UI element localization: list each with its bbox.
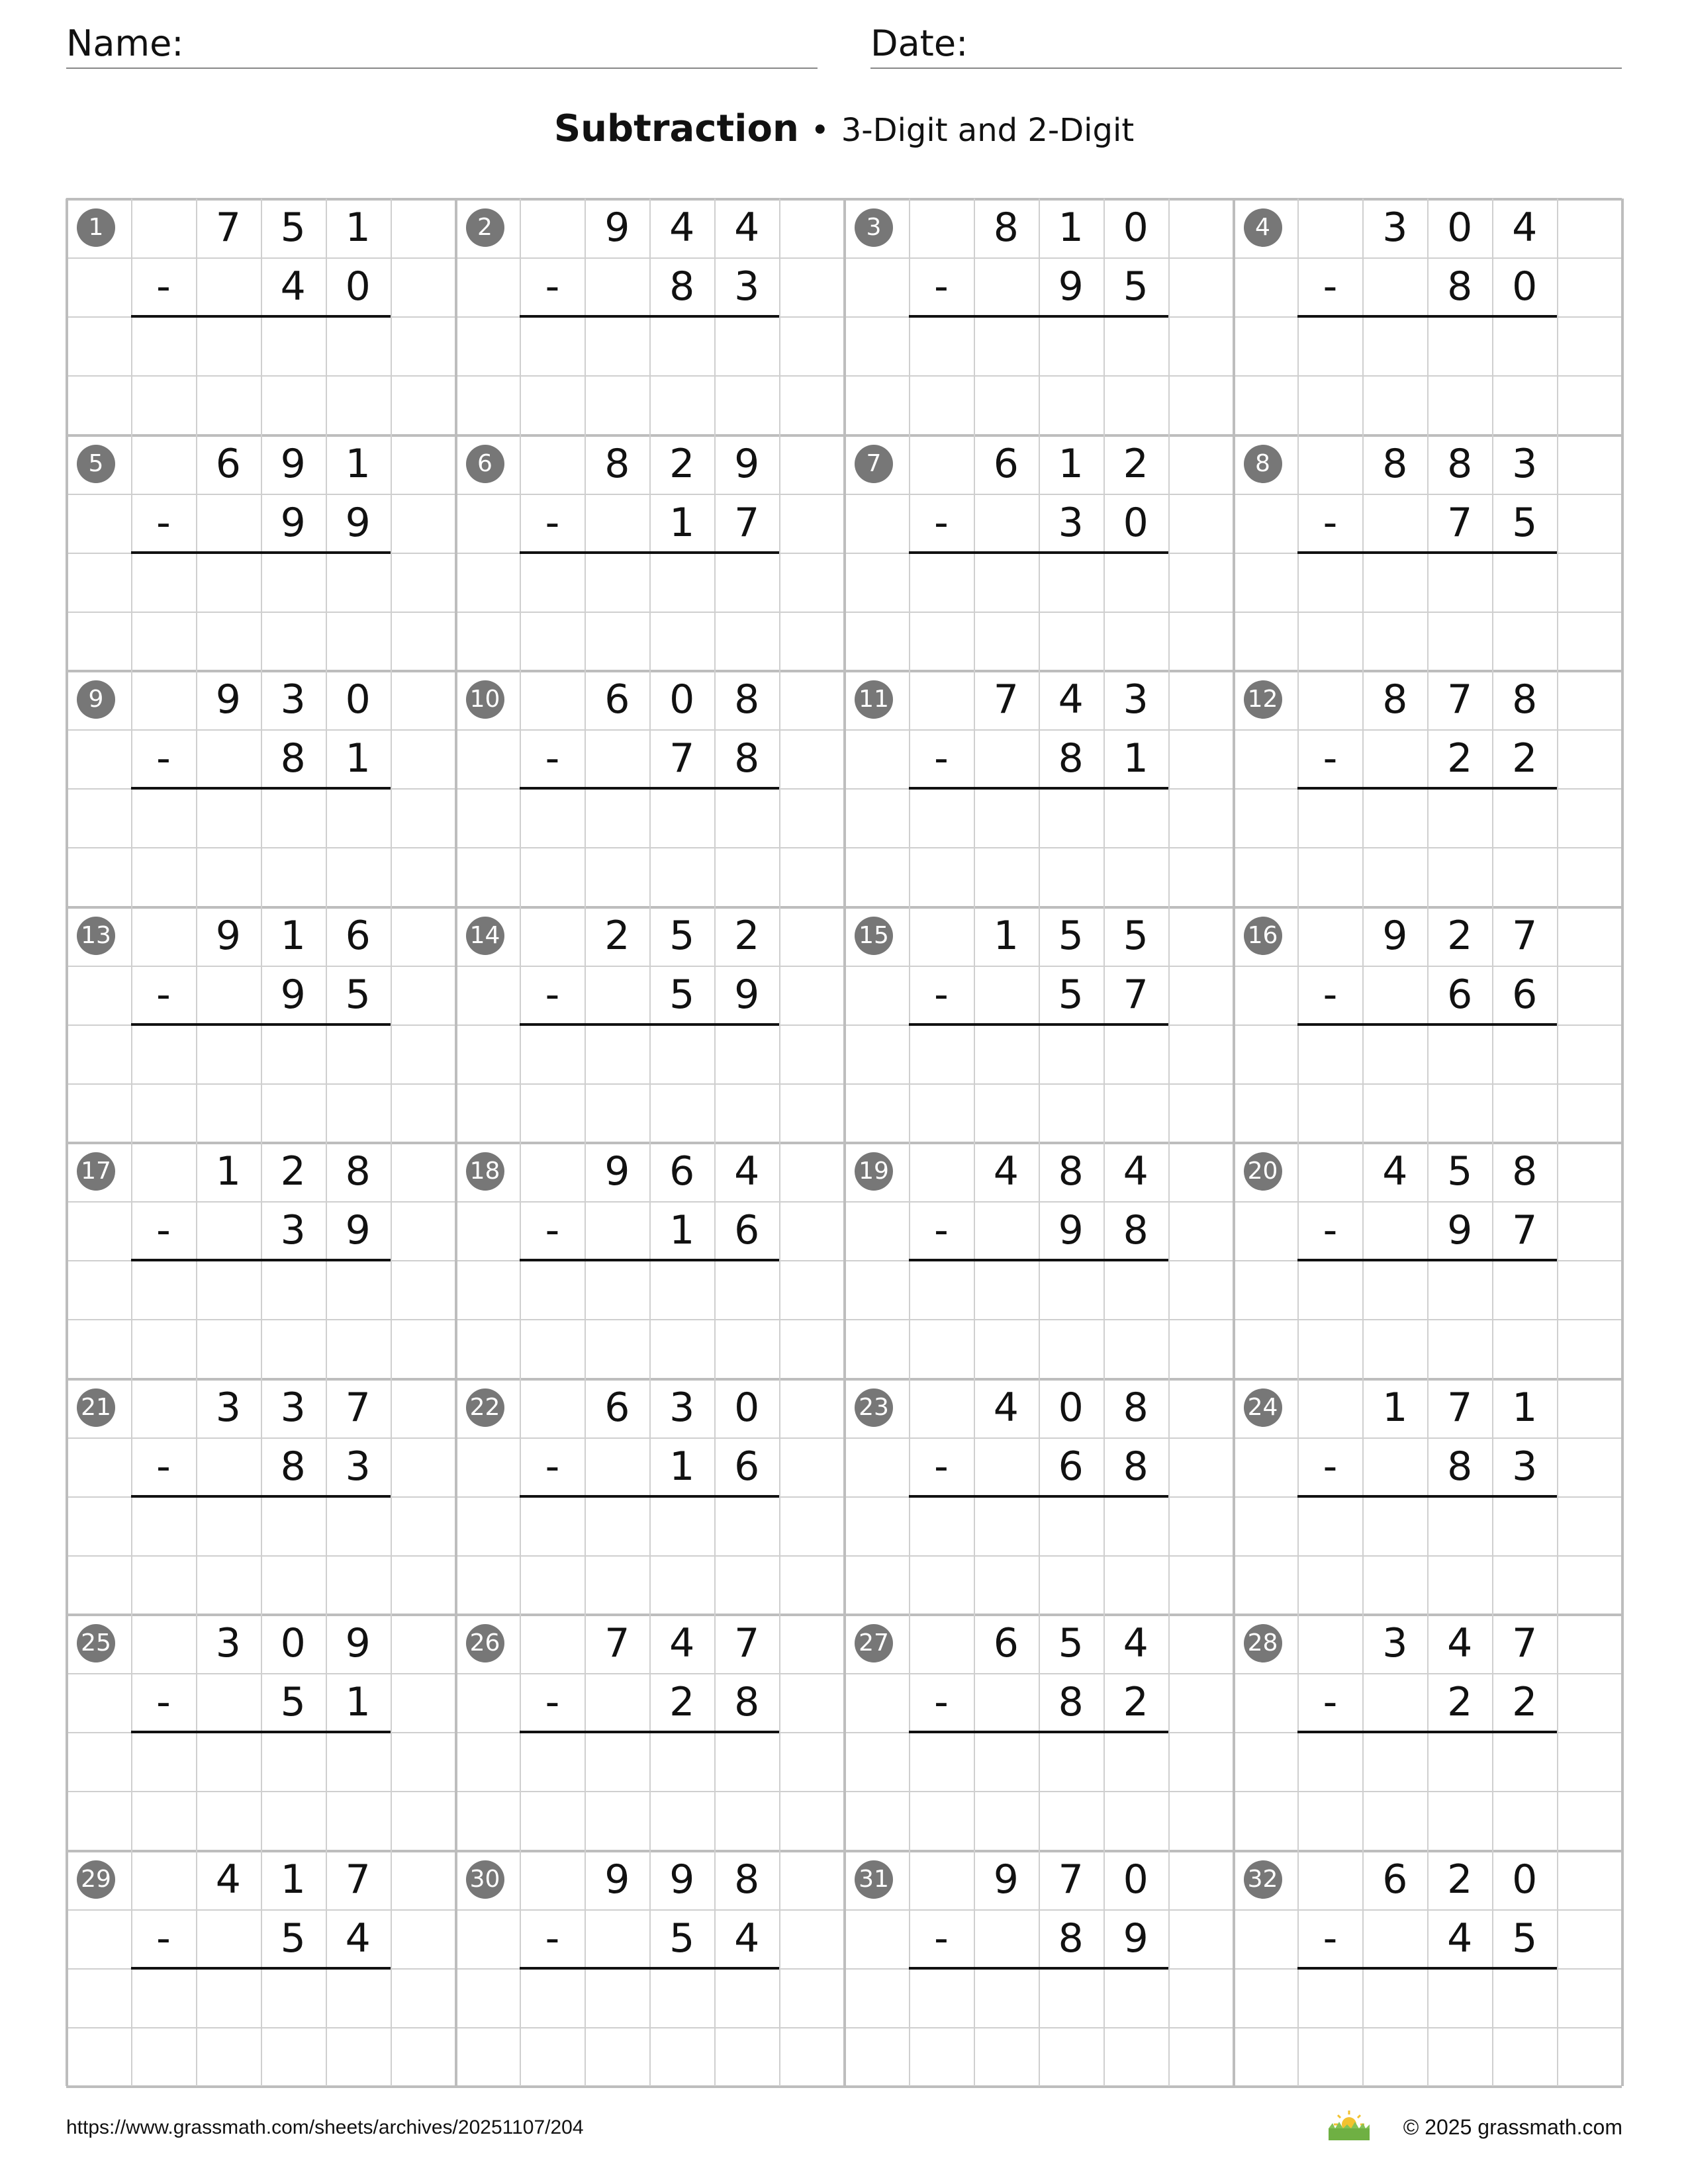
problem-number-badge: 8 (1244, 445, 1282, 483)
subtrahend-digit: 4 (280, 263, 306, 310)
subtrahend-digit: 5 (669, 1915, 695, 1962)
minuend-digit: 4 (669, 205, 695, 251)
minuend-digit: 9 (734, 440, 760, 487)
minuend-digit: 8 (1447, 440, 1473, 487)
subtrahend-digit: 5 (1123, 263, 1149, 310)
subtrahend-digit: 7 (734, 499, 760, 546)
grid-line-vertical (66, 199, 68, 2086)
minus-sign: - (545, 971, 560, 1018)
problem-grid (66, 199, 1622, 2086)
answer-area[interactable] (520, 788, 779, 906)
minus-sign: - (1323, 1443, 1338, 1490)
minus-sign: - (1323, 1915, 1338, 1962)
minus-sign: - (545, 1679, 560, 1726)
minus-sign: - (156, 1207, 171, 1254)
minuend-digit: 4 (993, 1384, 1019, 1431)
subtrahend-digit: 4 (1447, 1915, 1473, 1962)
title-separator: • (810, 112, 829, 149)
minus-sign: - (1323, 499, 1338, 546)
problem-number-badge: 23 (855, 1388, 893, 1427)
minuend-digit: 9 (345, 1620, 371, 1666)
minuend-digit: 9 (604, 205, 630, 251)
minuend-digit: 3 (215, 1384, 241, 1431)
grid-line-vertical (1233, 199, 1235, 2086)
minuend-digit: 3 (1512, 440, 1538, 487)
subtrahend-digit: 4 (734, 1915, 760, 1962)
subtrahend-digit: 6 (1447, 971, 1473, 1018)
minus-sign: - (156, 263, 171, 310)
minuend-digit: 5 (280, 205, 306, 251)
minuend-digit: 3 (280, 1384, 306, 1431)
minuend-digit: 4 (1123, 1148, 1149, 1195)
minuend-digit: 3 (280, 676, 306, 723)
minus-sign: - (934, 1915, 949, 1962)
minuend-digit: 0 (669, 676, 695, 723)
minus-sign: - (934, 735, 949, 782)
minuend-digit: 8 (1382, 676, 1408, 723)
minuend-digit: 2 (669, 440, 695, 487)
minuend-digit: 9 (1382, 912, 1408, 959)
date-label: Date: (870, 23, 968, 64)
minuend-digit: 6 (993, 440, 1019, 487)
answer-area[interactable] (131, 1496, 391, 1614)
subtrahend-digit: 0 (345, 263, 371, 310)
problem-number-badge: 29 (77, 1860, 115, 1899)
minuend-digit: 7 (1447, 1384, 1473, 1431)
answer-area[interactable] (1297, 1260, 1557, 1378)
problem-number-badge: 30 (466, 1860, 504, 1899)
subtrahend-digit: 7 (669, 735, 695, 782)
minus-sign: - (934, 1679, 949, 1726)
minuend-digit: 8 (1512, 1148, 1538, 1195)
grid-line-vertical (1168, 199, 1170, 2086)
title-main: Subtraction (553, 107, 799, 150)
title-subtitle: 3-Digit and 2-Digit (841, 112, 1135, 149)
subtrahend-digit: 8 (1058, 1915, 1084, 1962)
minuend-digit: 0 (345, 676, 371, 723)
minuend-digit: 6 (345, 912, 371, 959)
minuend-digit: 1 (280, 912, 306, 959)
minuend-digit: 7 (993, 676, 1019, 723)
minuend-digit: 4 (734, 1148, 760, 1195)
subtrahend-digit: 8 (734, 1679, 760, 1726)
minuend-digit: 1 (1512, 1384, 1538, 1431)
minus-sign: - (1323, 1679, 1338, 1726)
answer-area[interactable] (520, 316, 779, 434)
minuend-digit: 7 (215, 205, 241, 251)
answer-area[interactable] (909, 1968, 1168, 2086)
minuend-digit: 3 (1382, 205, 1408, 251)
problem-number-badge: 16 (1244, 917, 1282, 955)
answer-area[interactable] (909, 788, 1168, 906)
minuend-digit: 9 (280, 440, 306, 487)
subtrahend-digit: 5 (280, 1915, 306, 1962)
minuend-digit: 7 (1058, 1856, 1084, 1903)
minuend-digit: 7 (734, 1620, 760, 1666)
subtrahend-digit: 2 (1123, 1679, 1149, 1726)
minuend-digit: 9 (993, 1856, 1019, 1903)
problem-number-badge: 17 (77, 1152, 115, 1191)
subtrahend-digit: 9 (345, 499, 371, 546)
minuend-digit: 5 (1058, 912, 1084, 959)
minuend-digit: 4 (215, 1856, 241, 1903)
problem-number-badge: 20 (1244, 1152, 1282, 1191)
problem-number-badge: 4 (1244, 208, 1282, 247)
subtrahend-digit: 5 (1512, 499, 1538, 546)
minuend-digit: 8 (1058, 1148, 1084, 1195)
problem-number-badge: 27 (855, 1624, 893, 1662)
minus-sign: - (545, 1207, 560, 1254)
grid-line-vertical (1557, 199, 1558, 2086)
subtrahend-digit: 8 (669, 263, 695, 310)
minuend-digit: 0 (734, 1384, 760, 1431)
answer-area[interactable] (1297, 788, 1557, 906)
minus-sign: - (545, 1443, 560, 1490)
answer-area[interactable] (131, 1732, 391, 1850)
problem-number-badge: 32 (1244, 1860, 1282, 1899)
minus-sign: - (934, 263, 949, 310)
minuend-digit: 1 (993, 912, 1019, 959)
problem-number-badge: 24 (1244, 1388, 1282, 1427)
answer-area[interactable] (909, 1024, 1168, 1142)
minus-sign: - (545, 1915, 560, 1962)
minuend-digit: 1 (280, 1856, 306, 1903)
minuend-digit: 4 (1382, 1148, 1408, 1195)
answer-area[interactable] (1297, 1024, 1557, 1142)
subtrahend-digit: 9 (280, 499, 306, 546)
minuend-digit: 9 (604, 1148, 630, 1195)
minus-sign: - (156, 1679, 171, 1726)
subtrahend-digit: 1 (1123, 735, 1149, 782)
subtrahend-digit: 8 (280, 1443, 306, 1490)
answer-area[interactable] (909, 1496, 1168, 1614)
minuend-digit: 4 (1058, 676, 1084, 723)
subtrahend-digit: 6 (1058, 1443, 1084, 1490)
minus-sign: - (545, 263, 560, 310)
subtrahend-digit: 3 (1058, 499, 1084, 546)
subtrahend-digit: 1 (669, 499, 695, 546)
problem-number-badge: 18 (466, 1152, 504, 1191)
subtrahend-digit: 3 (1512, 1443, 1538, 1490)
minuend-digit: 9 (215, 676, 241, 723)
minuend-digit: 2 (734, 912, 760, 959)
minus-sign: - (934, 499, 949, 546)
answer-area[interactable] (909, 1260, 1168, 1378)
minuend-digit: 5 (1447, 1148, 1473, 1195)
minuend-digit: 3 (1382, 1620, 1408, 1666)
minuend-digit: 8 (1382, 440, 1408, 487)
problem-number-badge: 7 (855, 445, 893, 483)
grid-line-vertical (843, 199, 846, 2086)
minuend-digit: 0 (1058, 1384, 1084, 1431)
answer-area[interactable] (1297, 316, 1557, 434)
minuend-digit: 6 (604, 676, 630, 723)
subtrahend-digit: 8 (280, 735, 306, 782)
subtrahend-digit: 7 (1123, 971, 1149, 1018)
minus-sign: - (1323, 263, 1338, 310)
minuend-digit: 3 (1123, 676, 1149, 723)
minus-sign: - (934, 1207, 949, 1254)
answer-area[interactable] (520, 1496, 779, 1614)
subtrahend-digit: 8 (1123, 1207, 1149, 1254)
problem-number-badge: 13 (77, 917, 115, 955)
problem-number-badge: 22 (466, 1388, 504, 1427)
subtrahend-digit: 2 (669, 1679, 695, 1726)
subtrahend-digit: 6 (734, 1207, 760, 1254)
minuend-digit: 4 (1123, 1620, 1149, 1666)
subtrahend-digit: 8 (1123, 1443, 1149, 1490)
minuend-digit: 1 (1382, 1384, 1408, 1431)
minuend-digit: 2 (604, 912, 630, 959)
answer-area[interactable] (520, 1260, 779, 1378)
minuend-digit: 8 (734, 1856, 760, 1903)
answer-area[interactable] (131, 1260, 391, 1378)
subtrahend-digit: 8 (1058, 735, 1084, 782)
problem-number-badge: 6 (466, 445, 504, 483)
grid-line-vertical (1621, 199, 1624, 2086)
minuend-digit: 1 (215, 1148, 241, 1195)
subtrahend-digit: 8 (1447, 1443, 1473, 1490)
answer-area[interactable] (520, 1968, 779, 2086)
minuend-digit: 3 (215, 1620, 241, 1666)
answer-area[interactable] (909, 316, 1168, 434)
minuend-digit: 3 (669, 1384, 695, 1431)
minus-sign: - (156, 971, 171, 1018)
minuend-digit: 7 (345, 1384, 371, 1431)
subtrahend-digit: 6 (1512, 971, 1538, 1018)
minuend-digit: 8 (604, 440, 630, 487)
subtrahend-digit: 7 (1512, 1207, 1538, 1254)
minus-sign: - (156, 1915, 171, 1962)
minuend-digit: 6 (1382, 1856, 1408, 1903)
minuend-digit: 8 (993, 205, 1019, 251)
minus-sign: - (1323, 1207, 1338, 1254)
minuend-digit: 6 (993, 1620, 1019, 1666)
problem-number-badge: 19 (855, 1152, 893, 1191)
answer-area[interactable] (131, 553, 391, 670)
minuend-digit: 7 (345, 1856, 371, 1903)
minuend-digit: 9 (215, 912, 241, 959)
subtrahend-digit: 8 (734, 735, 760, 782)
subtrahend-digit: 9 (1447, 1207, 1473, 1254)
subtrahend-digit: 9 (1058, 1207, 1084, 1254)
subtrahend-digit: 9 (280, 971, 306, 1018)
answer-area[interactable] (131, 316, 391, 434)
minuend-digit: 1 (345, 205, 371, 251)
answer-area[interactable] (909, 1732, 1168, 1850)
grass-sun-logo-icon (1326, 2109, 1372, 2142)
answer-area[interactable] (131, 1024, 391, 1142)
minus-sign: - (545, 735, 560, 782)
date-line[interactable] (870, 68, 1622, 69)
subtrahend-digit: 0 (1512, 263, 1538, 310)
problem-number-badge: 12 (1244, 680, 1282, 719)
subtrahend-digit: 5 (1058, 971, 1084, 1018)
minus-sign: - (934, 971, 949, 1018)
minuend-digit: 7 (1512, 912, 1538, 959)
minuend-digit: 8 (734, 676, 760, 723)
minus-sign: - (156, 1443, 171, 1490)
problem-number-badge: 25 (77, 1624, 115, 1662)
worksheet-title (0, 103, 1688, 157)
problem-number-badge: 26 (466, 1624, 504, 1662)
minuend-digit: 7 (604, 1620, 630, 1666)
subtrahend-digit: 5 (280, 1679, 306, 1726)
subtrahend-digit: 2 (1447, 1679, 1473, 1726)
minuend-digit: 4 (734, 205, 760, 251)
subtrahend-digit: 9 (1058, 263, 1084, 310)
answer-area[interactable] (909, 553, 1168, 670)
answer-area[interactable] (1297, 553, 1557, 670)
problem-number-badge: 5 (77, 445, 115, 483)
minuend-digit: 6 (669, 1148, 695, 1195)
grid-line-vertical (455, 199, 457, 2086)
subtrahend-digit: 2 (1447, 735, 1473, 782)
problem-number-badge: 28 (1244, 1624, 1282, 1662)
problem-number-badge: 21 (77, 1388, 115, 1427)
answer-area[interactable] (131, 788, 391, 906)
subtrahend-digit: 9 (734, 971, 760, 1018)
grid-line-vertical (779, 199, 780, 2086)
subtrahend-digit: 1 (345, 735, 371, 782)
minuend-digit: 2 (1447, 912, 1473, 959)
minuend-digit: 4 (669, 1620, 695, 1666)
problem-number-badge: 14 (466, 917, 504, 955)
subtrahend-digit: 6 (734, 1443, 760, 1490)
minus-sign: - (156, 499, 171, 546)
subtrahend-digit: 9 (1123, 1915, 1149, 1962)
answer-area[interactable] (131, 1968, 391, 2086)
problem-number-badge: 11 (855, 680, 893, 719)
grid-line-vertical (391, 199, 392, 2086)
minuend-digit: 5 (1058, 1620, 1084, 1666)
minuend-digit: 8 (1123, 1384, 1149, 1431)
minuend-digit: 8 (345, 1148, 371, 1195)
minuend-digit: 6 (604, 1384, 630, 1431)
minuend-digit: 2 (280, 1148, 306, 1195)
minuend-digit: 4 (993, 1148, 1019, 1195)
subtrahend-digit: 3 (345, 1443, 371, 1490)
subtrahend-digit: 7 (1447, 499, 1473, 546)
minuend-digit: 5 (1123, 912, 1149, 959)
problem-number-badge: 3 (855, 208, 893, 247)
problem-number-badge: 1 (77, 208, 115, 247)
subtrahend-digit: 9 (345, 1207, 371, 1254)
subtrahend-digit: 1 (669, 1207, 695, 1254)
minuend-digit: 7 (1512, 1620, 1538, 1666)
minuend-digit: 1 (345, 440, 371, 487)
minuend-digit: 2 (1447, 1856, 1473, 1903)
problem-number-badge: 31 (855, 1860, 893, 1899)
minus-sign: - (1323, 971, 1338, 1018)
subtrahend-digit: 0 (1123, 499, 1149, 546)
subtrahend-digit: 1 (345, 1679, 371, 1726)
minuend-digit: 7 (1447, 676, 1473, 723)
minuend-digit: 0 (1447, 205, 1473, 251)
minuend-digit: 9 (604, 1856, 630, 1903)
subtrahend-digit: 8 (1447, 263, 1473, 310)
answer-area[interactable] (1297, 1496, 1557, 1614)
problem-number-badge: 10 (466, 680, 504, 719)
minuend-digit: 2 (1123, 440, 1149, 487)
minuend-digit: 4 (1447, 1620, 1473, 1666)
name-line[interactable] (66, 68, 818, 69)
problem-number-badge: 2 (466, 208, 504, 247)
name-label: Name: (66, 23, 184, 64)
minus-sign: - (156, 735, 171, 782)
subtrahend-digit: 4 (345, 1915, 371, 1962)
subtrahend-digit: 2 (1512, 1679, 1538, 1726)
subtrahend-digit: 3 (280, 1207, 306, 1254)
minuend-digit: 6 (215, 440, 241, 487)
subtrahend-digit: 1 (669, 1443, 695, 1490)
minuend-digit: 0 (1512, 1856, 1538, 1903)
subtrahend-digit: 3 (734, 263, 760, 310)
minuend-digit: 8 (1512, 676, 1538, 723)
footer-copyright: © 2025 grassmath.com (1403, 2115, 1622, 2139)
answer-area[interactable] (520, 1732, 779, 1850)
minuend-digit: 9 (669, 1856, 695, 1903)
answer-area[interactable] (1297, 1732, 1557, 1850)
minuend-digit: 0 (1123, 205, 1149, 251)
minuend-digit: 1 (1058, 440, 1084, 487)
minuend-digit: 1 (1058, 205, 1084, 251)
subtrahend-digit: 5 (1512, 1915, 1538, 1962)
minuend-digit: 4 (1512, 205, 1538, 251)
footer-url: https://www.grassmath.com/sheets/archives/20251107/204 (66, 2116, 584, 2138)
minuend-digit: 0 (280, 1620, 306, 1666)
minus-sign: - (545, 499, 560, 546)
answer-area[interactable] (520, 1024, 779, 1142)
subtrahend-digit: 5 (345, 971, 371, 1018)
minus-sign: - (934, 1443, 949, 1490)
answer-area[interactable] (520, 553, 779, 670)
minuend-digit: 0 (1123, 1856, 1149, 1903)
subtrahend-digit: 5 (669, 971, 695, 1018)
minus-sign: - (1323, 735, 1338, 782)
minuend-digit: 5 (669, 912, 695, 959)
problem-number-badge: 9 (77, 680, 115, 719)
problem-number-badge: 15 (855, 917, 893, 955)
answer-area[interactable] (1297, 1968, 1557, 2086)
subtrahend-digit: 8 (1058, 1679, 1084, 1726)
subtrahend-digit: 2 (1512, 735, 1538, 782)
